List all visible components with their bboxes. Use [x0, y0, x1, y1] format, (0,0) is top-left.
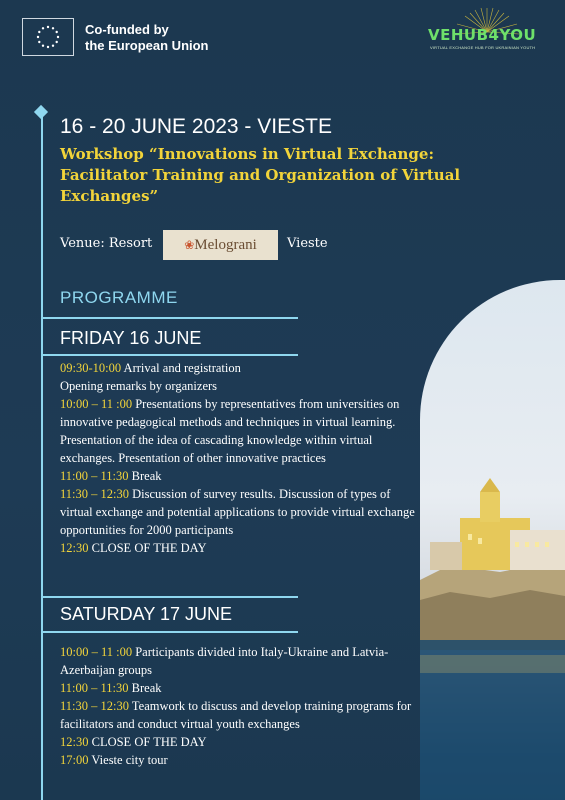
item-time: 12:30 [60, 735, 89, 749]
item-text: Opening remarks by organizers [60, 379, 218, 393]
item-time: 10:00 – 11 :00 [60, 645, 133, 659]
friday-underline [42, 354, 298, 356]
schedule-item [60, 733, 422, 751]
day-title-saturday: SATURDAY 17 JUNE [60, 604, 233, 624]
item-text: CLOSE OF THE DAY [91, 541, 207, 555]
saturday-underline [42, 631, 298, 633]
day-title-friday: FRIDAY 16 JUNE [60, 328, 202, 348]
venue-logo [163, 230, 278, 260]
schedule-item [60, 697, 422, 733]
item-text: Arrival and registration [123, 361, 241, 375]
item-time: 11:00 – 11:30 [60, 681, 129, 695]
venue-city: Vieste [287, 236, 328, 251]
item-time: 10:00 – 11 :00 [60, 397, 133, 411]
item-text: Discussion of survey results. Discussion of types of virtual exchange and potential applications to provide virtual exchange opportunities for 2000 participants [60, 487, 415, 537]
timeline-diamond-icon [34, 105, 48, 119]
item-text: Vieste city tour [91, 753, 168, 767]
logo-wordmark: VEHUB4YOU [428, 26, 537, 44]
programme-underline [42, 317, 298, 319]
item-time: 09:30-10:00 [60, 361, 122, 375]
vieste-photo [420, 280, 565, 800]
schedule-item [60, 679, 422, 697]
workshop-title: Workshop “Innovations in Virtual Exchange: Facilitator Training and Organization of Virtual Exchanges” [60, 145, 461, 205]
programme-heading: PROGRAMME [60, 288, 178, 307]
item-text: Teamwork to discuss and develop training programs for facilitators and conduct virtual youth exchanges [60, 699, 412, 731]
friday-bottom-line [42, 596, 298, 598]
item-time: 11:00 – 11:30 [60, 469, 129, 483]
item-time: 11:30 – 12:30 [60, 699, 129, 713]
eu-flag-icon [22, 18, 74, 56]
schedule-item [60, 359, 422, 377]
pomegranate-icon: ❀ [184, 238, 195, 252]
item-text: Break [131, 469, 162, 483]
schedule-item [60, 539, 422, 557]
timeline-line [41, 112, 43, 800]
schedule-item [60, 643, 422, 679]
item-text: Break [131, 681, 162, 695]
eu-line-2: the European Union [85, 38, 209, 53]
eu-cofunded-text [85, 22, 209, 54]
venue-label: Venue: Resort [60, 236, 153, 251]
friday-schedule [60, 359, 422, 557]
schedule-item [60, 485, 422, 539]
item-text: Presentations by representatives from universities on innovative pedagogical methods and techniques in virtual learning. Presentation of the idea of cascading knowledge within virtual exchanges. Presentation of other innovative practices [60, 397, 400, 465]
logo-tagline: VIRTUAL EXCHANGE HUB FOR UKRAINIAN YOUTH [430, 45, 536, 50]
item-time: 12:30 [60, 541, 89, 555]
schedule-item [60, 377, 422, 395]
schedule-item [60, 751, 422, 769]
item-time: 17:00 [60, 753, 89, 767]
venue-logo-text: Melograni [194, 237, 257, 253]
schedule-item [60, 467, 422, 485]
item-time: 11:30 – 12:30 [60, 487, 129, 501]
saturday-schedule [60, 643, 422, 769]
eu-line-1: Co-funded by [85, 22, 169, 37]
event-date: 16 - 20 JUNE 2023 - VIESTE [60, 115, 332, 138]
item-text: Participants divided into Italy-Ukraine and Latvia-Azerbaijan groups [60, 645, 389, 677]
item-text: CLOSE OF THE DAY [91, 735, 207, 749]
schedule-item [60, 395, 422, 467]
